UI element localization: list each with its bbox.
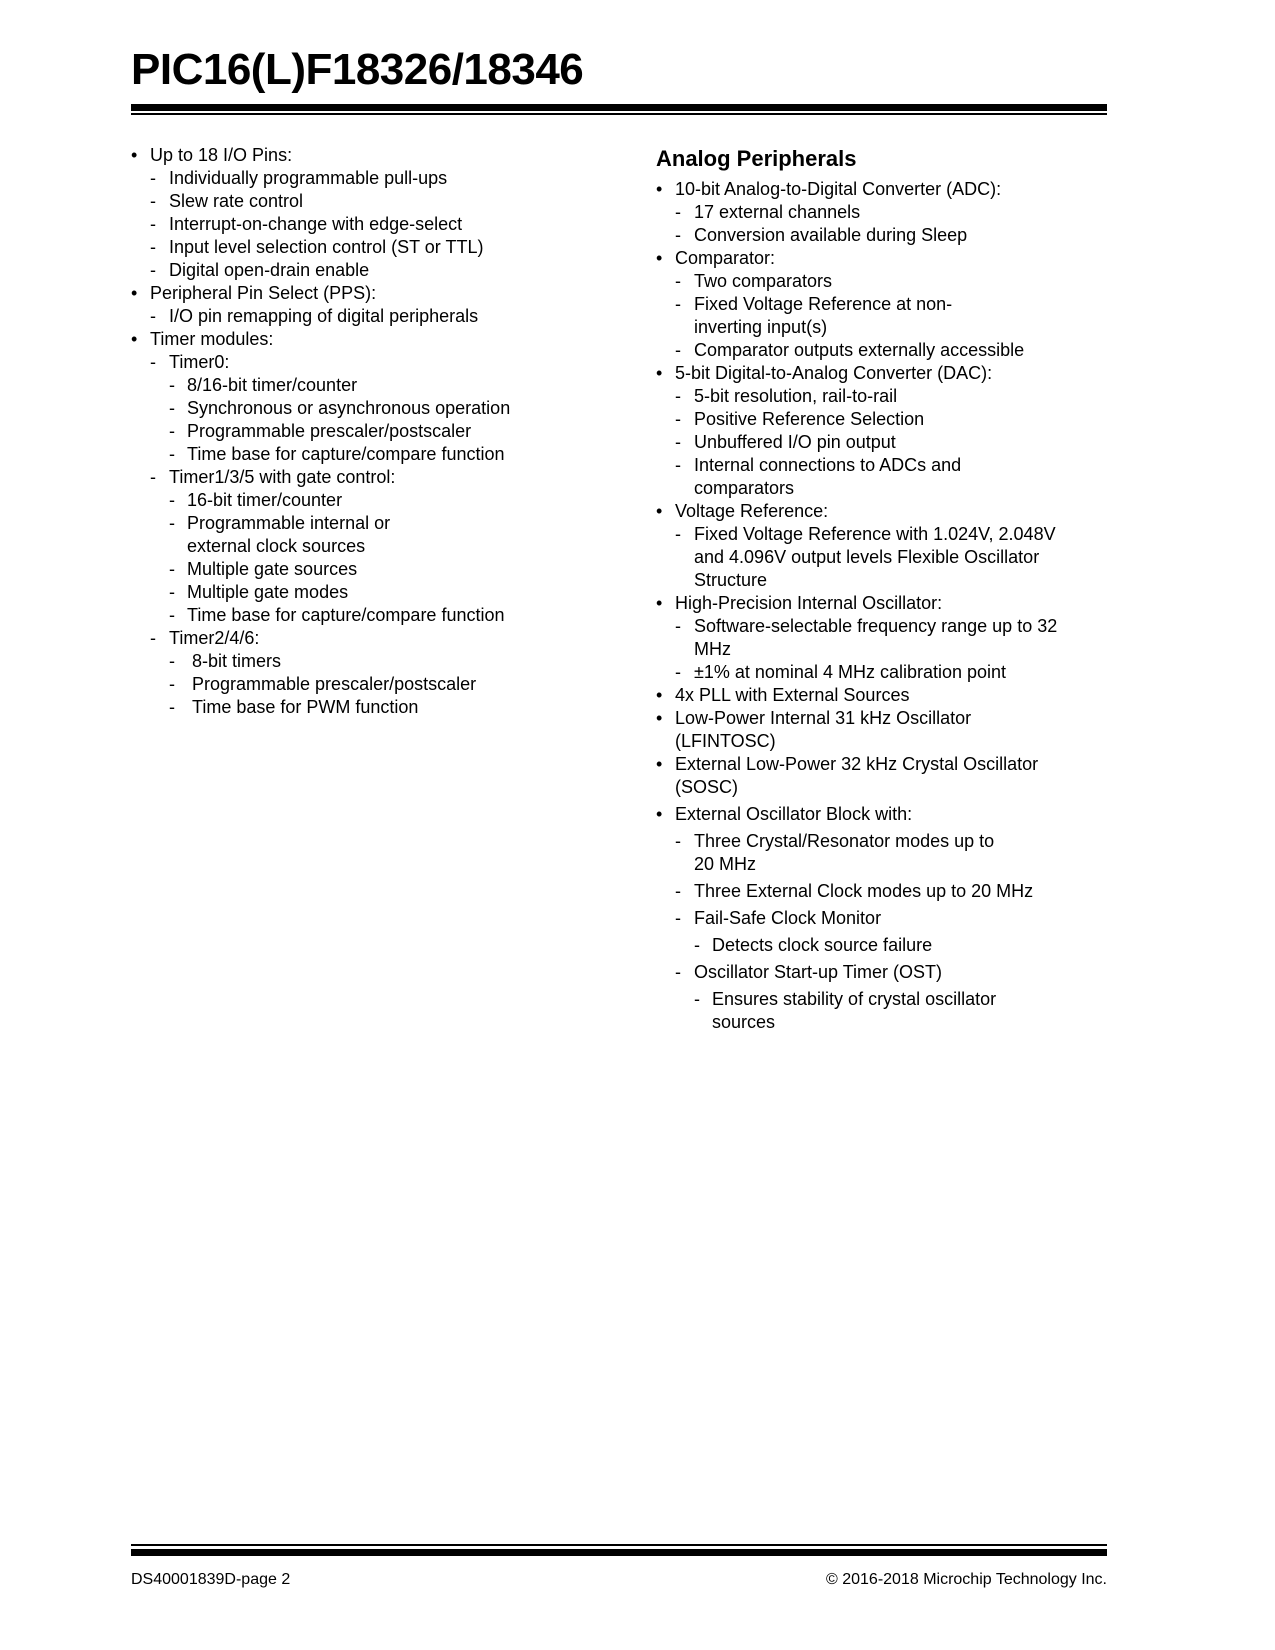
list-item: • Up to 18 I/O Pins: [131, 145, 293, 165]
list-item: - Conversion available during Sleep [675, 225, 968, 245]
list-item: - Ensures stability of crystal oscillator sources [694, 989, 997, 1032]
list-item: • Peripheral Pin Select (PPS): [131, 283, 377, 303]
list-item: - 5-bit resolution, rail-to-rail [675, 386, 898, 406]
list-item: - Interrupt-on-change with edge-select [150, 214, 463, 234]
copyright-notice: © 2016-2018 Microchip Technology Inc. [826, 1571, 1107, 1588]
footer-rule-thin [131, 1544, 1107, 1546]
list-item: - Multiple gate modes [169, 582, 349, 602]
list-item: - Internal connections to ADCs and comparators [675, 455, 962, 498]
footer-rule-thick [131, 1549, 1107, 1556]
list-item: - Three External Clock modes up to 20 MHz [675, 881, 1034, 901]
list-item: - Programmable prescaler/postscaler [169, 421, 472, 441]
list-item: - Fixed Voltage Reference at non-inverting input(s) [675, 294, 953, 337]
list-item: • External Low-Power 32 kHz Crystal Oscillator (SOSC) [656, 754, 1039, 797]
list-item: - Comparator outputs externally accessible [675, 340, 1025, 360]
list-item: - Two comparators [675, 271, 833, 291]
list-item: - ±1% at nominal 4 MHz calibration point [675, 662, 1007, 682]
list-item: - Digital open-drain enable [150, 260, 370, 280]
list-item: - 8/16-bit timer/counter [169, 375, 358, 395]
list-item: - 8-bit timers [169, 651, 282, 671]
header-rule-thin [131, 113, 1107, 115]
list-item: - Unbuffered I/O pin output [675, 432, 896, 452]
list-item: - Oscillator Start-up Timer (OST) [675, 962, 943, 982]
left-column [131, 144, 571, 719]
list-item: - Programmable prescaler/postscaler [169, 674, 477, 694]
list-item: - Timer1/3/5 with gate control: [150, 467, 396, 487]
list-item: - Slew rate control [150, 191, 304, 211]
list-item: - Timer0: [150, 352, 230, 372]
list-item: - Input level selection control (ST or TTL) [150, 237, 484, 257]
list-item: - Three Crystal/Resonator modes up to 20 MHz [675, 831, 995, 874]
list-item: • Low-Power Internal 31 kHz Oscillator (LFINTOSC) [656, 708, 972, 751]
list-item: - Time base for capture/compare function [169, 444, 505, 464]
page-title: PIC16(L)F18326/18346 [131, 45, 584, 94]
right-column [656, 144, 1076, 1034]
list-item: - I/O pin remapping of digital peripherals [150, 306, 479, 326]
list-item: - Multiple gate sources [169, 559, 358, 579]
list-item: - Time base for PWM function [169, 697, 419, 717]
list-item: - Individually programmable pull-ups [150, 168, 448, 188]
list-item: - Synchronous or asynchronous operation [169, 398, 511, 418]
list-item: • 10-bit Analog-to-Digital Converter (ADC): [656, 179, 1002, 199]
list-item: • External Oscillator Block with: [656, 804, 913, 824]
section-heading: Analog Peripherals [656, 146, 857, 171]
list-item: - Software-selectable frequency range up to 32 MHz [675, 616, 1058, 659]
list-item: - Time base for capture/compare function [169, 605, 505, 625]
list-item: - Fixed Voltage Reference with 1.024V, 2.048V and 4.096V output levels Flexible Oscillator Structure [675, 524, 1056, 590]
list-item: - Detects clock source failure [694, 935, 933, 955]
list-item: • High-Precision Internal Oscillator: [656, 593, 943, 613]
list-item: • Voltage Reference: [656, 501, 829, 521]
list-item: - 17 external channels [675, 202, 861, 222]
list-item: - Programmable internal or external clock sources [169, 513, 391, 556]
list-item: - 16-bit timer/counter [169, 490, 343, 510]
list-item: • 5-bit Digital-to-Analog Converter (DAC): [656, 363, 993, 383]
list-item: - Positive Reference Selection [675, 409, 925, 429]
list-item: • Comparator: [656, 248, 776, 268]
document-id: DS40001839D-page 2 [131, 1571, 291, 1588]
header-rule-thick [131, 104, 1107, 111]
list-item: - Fail-Safe Clock Monitor [675, 908, 882, 928]
list-item: - Timer2/4/6: [150, 628, 260, 648]
list-item: • Timer modules: [131, 329, 274, 349]
list-item: • 4x PLL with External Sources [656, 685, 910, 705]
